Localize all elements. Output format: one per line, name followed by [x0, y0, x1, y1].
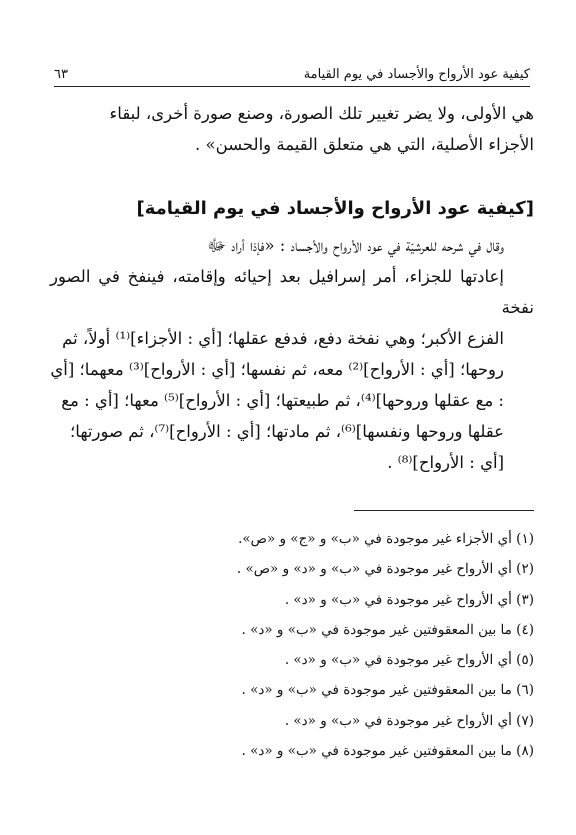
text-line: وقال في شرحه للعرشيّة في عود الأرواح والأجساد : «فإذا أراد ﷻ [207, 236, 504, 255]
text-line: إعادتها للجزاء، أمر إسرافيل بعد إحيائه وإقامته، فينفخ في الصور نفخة [50, 267, 534, 317]
text-line: هي الأولى، ولا يضر تغيير تلك الصورة، وصنع صورة أخرى، لبقاء [109, 104, 534, 123]
running-title: كيفية عود الأرواح والأجساد في يوم القيامة [303, 67, 530, 82]
page-number: ٦٣ [54, 67, 68, 82]
main-paragraph [50, 230, 534, 478]
footnotes-list [50, 524, 534, 766]
text-line: : مع عقلها وروحها]⁽⁴⁾، ثم طبيعتها؛ [أي : الأرواح]⁽⁵⁾ معها؛ [أي : مع [61, 391, 504, 410]
footnote-separator [354, 510, 534, 511]
text-line: [أي : الأرواح]⁽⁸⁾ . [387, 453, 504, 472]
footnote: (٢) أي الأرواح غير موجودة في «ب» و «د» و «ص» . [236, 561, 534, 578]
text-line: روحها؛ [أي : الأرواح]⁽²⁾ معه، ثم نفسها؛ [أي : الأرواح]⁽³⁾ معهما؛ [أي [50, 360, 504, 379]
section-heading: [كيفية عود الأرواح والأجساد في يوم القيامة] [136, 198, 534, 219]
text-line: الفزع الأكبر؛ وهي نفخة دفع، فدفع عقلها؛ [أي : الأجزاء]⁽¹⁾ أولاً، ثم [62, 329, 504, 348]
footnote: (٤) ما بين المعقوفتين غير موجودة في «ب» و «د» . [241, 621, 534, 638]
footnote: (٣) أي الأرواح غير موجودة في «ب» و «د» . [284, 591, 534, 608]
running-header [54, 58, 530, 84]
footnote: (٨) ما بين المعقوفتين غير موجودة في «ب» و «د» . [241, 743, 534, 760]
footnote: (٥) أي الأرواح غير موجودة في «ب» و «د» . [284, 652, 534, 669]
text-line: الأجزاء الأصلية، التي هي متعلق القيمة والحسن» . [195, 135, 534, 154]
text-line: عقلها وروحها ونفسها]⁽⁶⁾، ثم مادتها؛ [أي : الأرواح]⁽⁷⁾، ثم صورتها؛ [70, 422, 504, 441]
opening-paragraph [50, 98, 534, 160]
footnote: (١) أي الأجزاء غير موجودة في «ب» و «ج» و «ص». [238, 531, 534, 547]
footnote: (٦) ما بين المعقوفتين غير موجودة في «ب» و «د» . [241, 682, 534, 699]
header-rule [54, 86, 530, 87]
footnote: (٧) أي الأرواح غير موجودة في «ب» و «د» . [284, 712, 534, 729]
